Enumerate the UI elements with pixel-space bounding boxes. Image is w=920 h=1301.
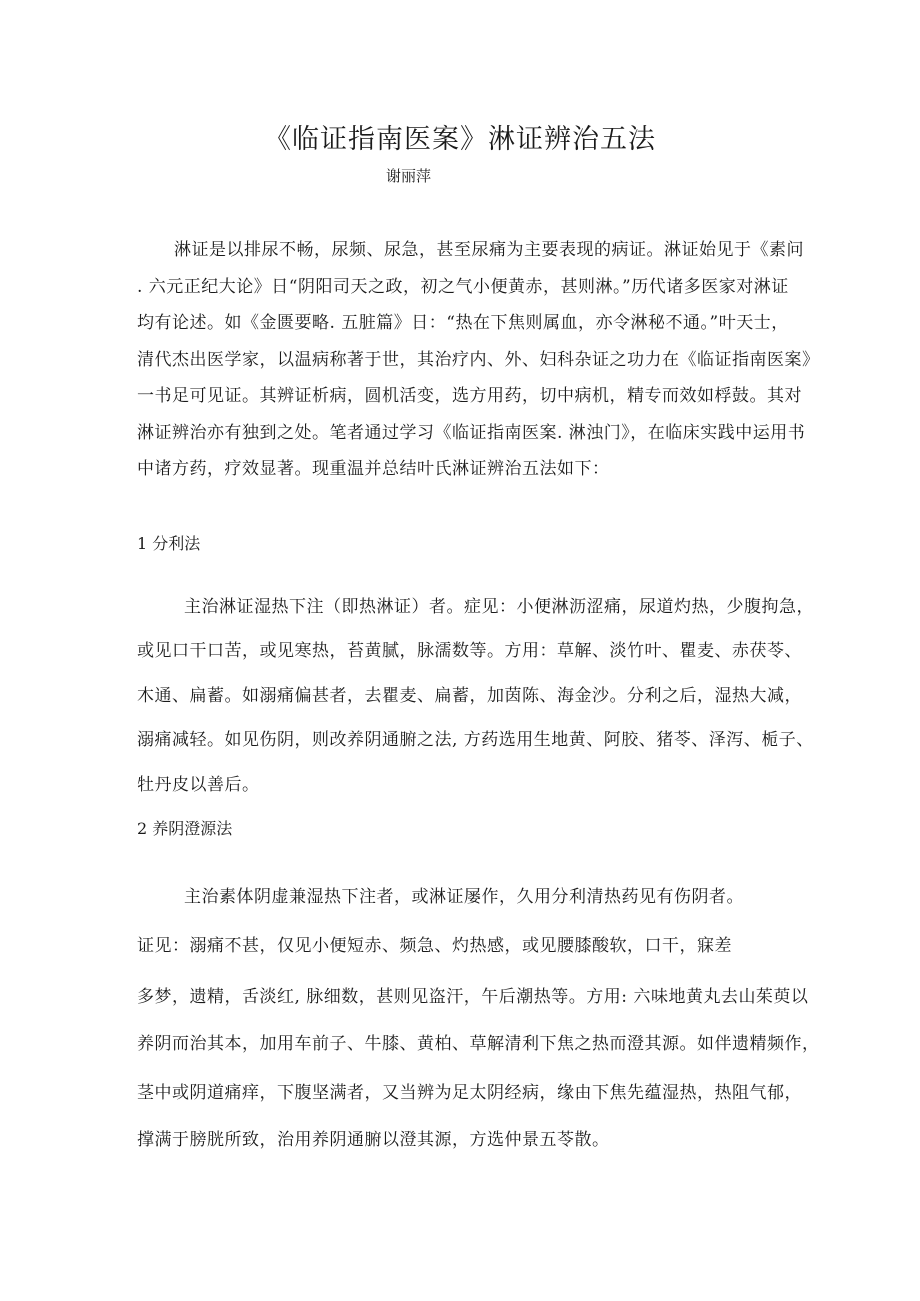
intro-line: 淋证是以排尿不畅，尿频、尿急，甚至尿痛为主要表现的病证。淋证始见于《素问 — [174, 240, 804, 260]
author-name: 谢丽萍 — [386, 167, 432, 185]
intro-line: 中诸方药，疗效显著。现重温并总结叶氏淋证辨治五法如下： — [137, 459, 610, 479]
section-line: 主治素体阴虚兼湿热下注者，或淋证屡作，久用分利清热药见有伤阴者。 — [184, 887, 744, 907]
section-line: 证见：溺痛不甚，仅见小便短赤、频急、灼热感，或见腰膝酸软，口干，寐差 — [137, 936, 732, 956]
document-title: 《临证指南医案》淋证辨治五法 — [264, 124, 656, 155]
section-line: 撑满于膀胱所致，治用养阴通腑以澄其源，方选仲景五苓散。 — [137, 1130, 610, 1150]
intro-line: . 六元正纪大论》日“阴阳司天之政，初之气小便黄赤，甚则淋。”历代诸多医家对淋证 — [137, 277, 789, 297]
section-line: 或见口干口苦，或见寒热，苔黄腻，脉濡数等。方用：草解、淡竹叶、瞿麦、赤茯苓、 — [137, 641, 802, 661]
section-heading: 2 养阴澄源法 — [137, 819, 233, 838]
section-line: 养阴而治其本，加用车前子、牛膝、黄柏、草解清利下焦之热而澄其源。如伴遗精频作， — [137, 1034, 820, 1054]
section-line: 牡丹皮以善后。 — [137, 775, 260, 795]
section-line: 多梦，遗精，舌淡红, 脉细数，甚则见盗汗，午后潮热等。方用: 六味地黄丸去山茱萸以 — [137, 987, 809, 1007]
section-line: 主治淋证湿热下注（即热淋证）者。症见：小便淋沥涩痛，尿道灼热，少腹拘急， — [184, 597, 814, 617]
intro-line: 淋证辨治亦有独到之处。笔者通过学习《临证指南医案. 淋浊门》，在临床实践中运用书 — [137, 423, 806, 443]
section-line: 茎中或阴道痛痒，下腹坚满者，又当辨为足太阴经病，缘由下焦先蕴湿热，热阻气郁， — [137, 1083, 802, 1103]
section-line: 木通、扁蓄。如溺痛偏甚者，去瞿麦、扁蓄，加茵陈、海金沙。分利之后，湿热大减， — [137, 686, 802, 706]
intro-line: 清代杰出医学家，以温病称著于世，其治疗内、外、妇科杂证之功力在《临证指南医案》 — [137, 350, 820, 370]
section-line: 溺痛减轻。如见伤阴，则改养阴通腑之法, 方药选用生地黄、阿胶、猪苓、泽泻、栀子、 — [137, 730, 814, 750]
section-heading: 1 分利法 — [137, 534, 201, 553]
intro-line: 均有论述。如《金匮要略. 五脏篇》日：“热在下焦则属血，亦令淋秘不通。”叶天士， — [137, 313, 789, 333]
intro-line: 一书足可见证。其辨证析病，圆机活变，选方用药，切中病机，精专而效如桴鼓。其对 — [137, 386, 802, 406]
